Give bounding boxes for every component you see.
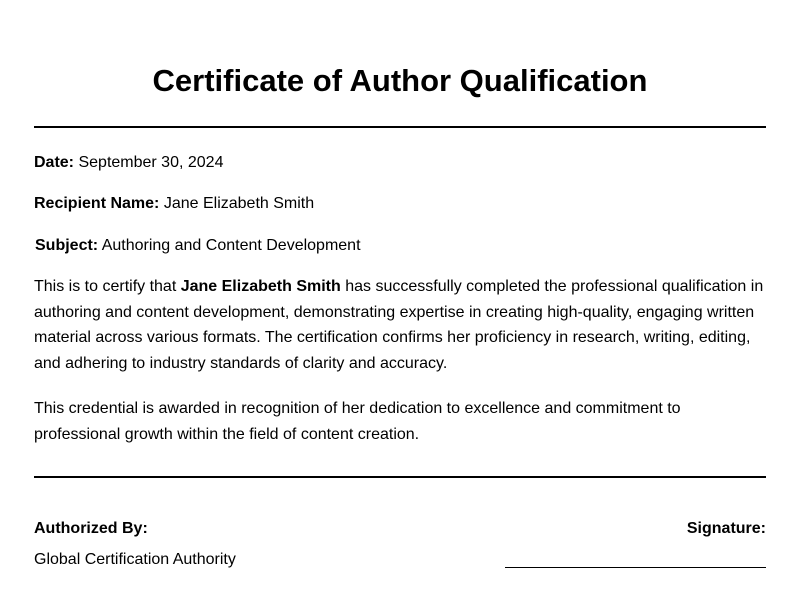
top-divider <box>34 126 766 128</box>
recipient-value: Jane Elizabeth Smith <box>163 195 315 212</box>
paragraph-prefix: This is to certify that <box>34 278 181 295</box>
recipient-field <box>34 194 314 214</box>
subject-label: Subject: <box>35 237 99 254</box>
date-field <box>34 153 223 173</box>
subject-value: Authoring and Content Development <box>101 237 361 254</box>
date-label: Date: <box>34 154 75 171</box>
certification-paragraph <box>34 274 766 376</box>
signature-label: Signature: <box>686 520 766 537</box>
subject-field <box>35 236 361 256</box>
certificate-document <box>34 0 766 606</box>
date-value: September 30, 2024 <box>78 154 224 171</box>
signature-line <box>505 567 766 568</box>
bottom-divider <box>34 476 766 478</box>
authorized-by-value: Global Certification Authority <box>34 551 236 568</box>
recipient-name-bold: Jane Elizabeth Smith <box>180 278 341 295</box>
authorized-by-label: Authorized By: <box>34 520 148 537</box>
paragraph-suffix: has successfully completed the professional qualification in authoring and content development, demonstrating expertise in creating high-quality, engaging written material across various formats. The certification confirms her proficiency in research, writing, editing, and adhering to industry standards of clarity and accuracy. <box>34 278 764 372</box>
recipient-label: Recipient Name: <box>34 195 160 212</box>
certificate-title: Certificate of Author Qualification <box>152 63 648 98</box>
recognition-paragraph: This credential is awarded in recognition of her dedication to excellence and commitment to professional growth within the field of content creation. <box>34 400 681 443</box>
